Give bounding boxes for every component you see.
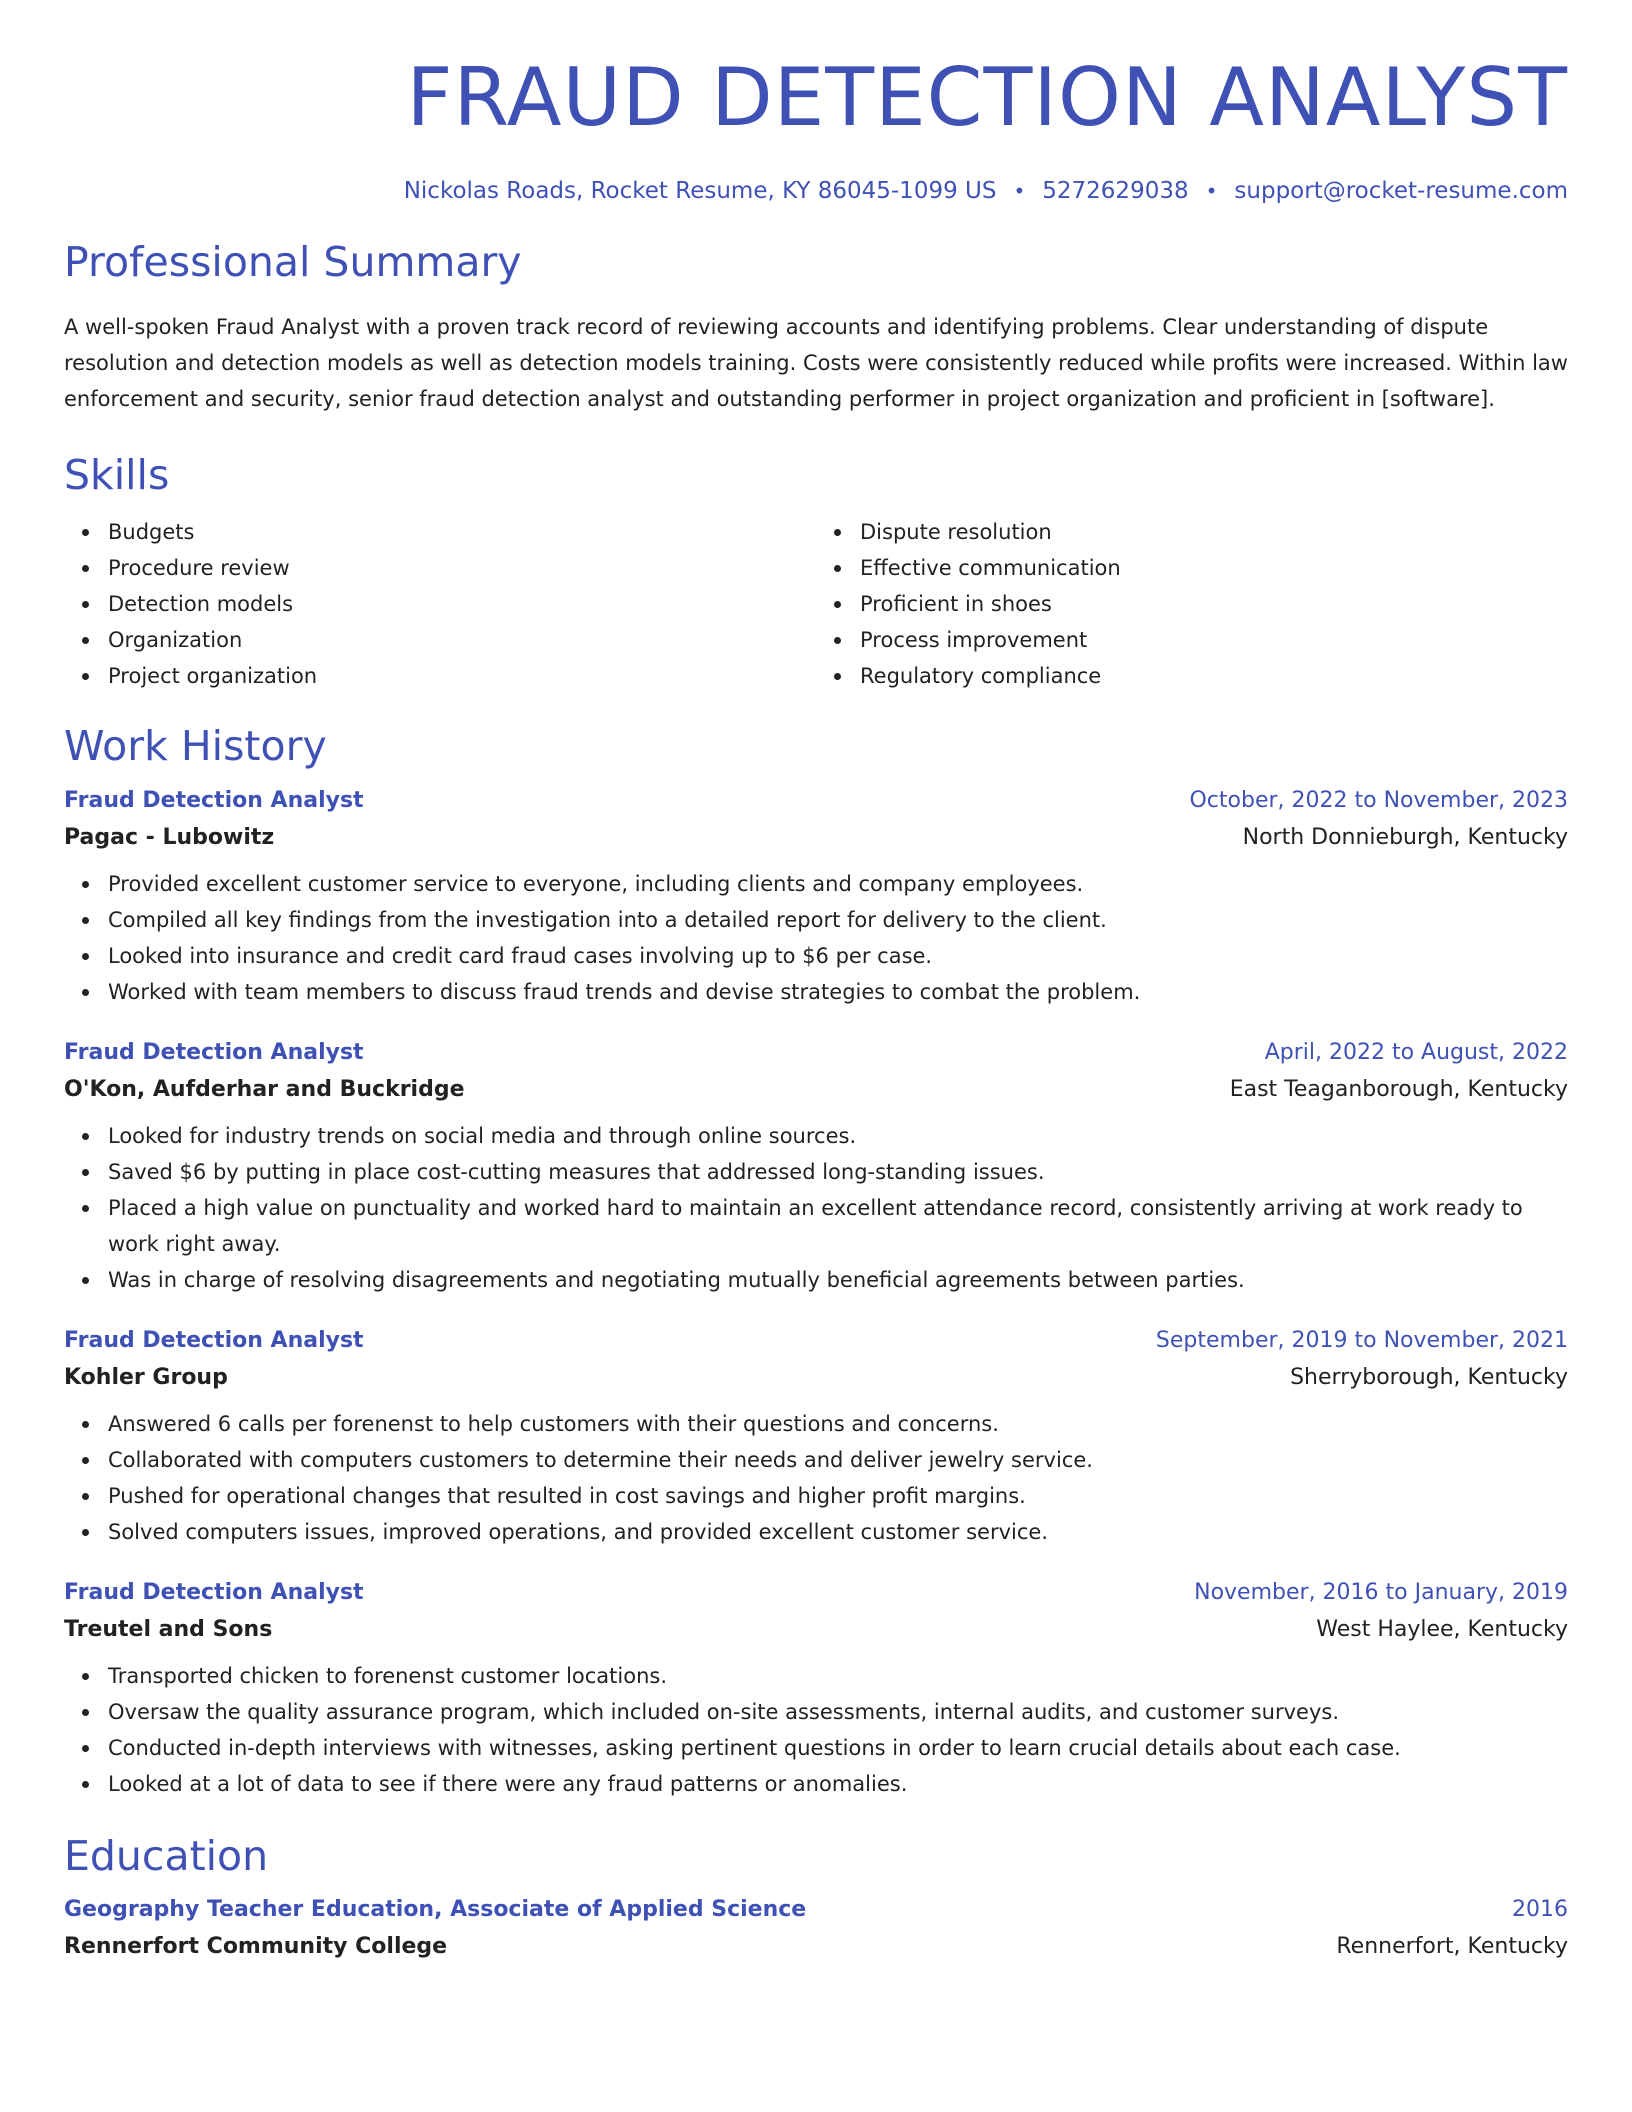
job-entry bbox=[64, 1040, 1568, 1298]
job-entry bbox=[64, 1328, 1568, 1550]
resume-title: FRAUD DETECTION ANALYST bbox=[406, 51, 1568, 144]
job-bullet: Placed a high value on punctuality and worked hard to maintain an excellent attendance record, consistently arriving at work ready to work right away. bbox=[108, 1190, 1568, 1262]
job-title: Fraud Detection Analyst bbox=[64, 1039, 364, 1065]
job-bullet: Answered 6 calls per forenenst to help customers with their questions and concerns. bbox=[108, 1406, 1568, 1442]
job-bullet: Looked for industry trends on social media and through online sources. bbox=[108, 1118, 1568, 1154]
skill-item: Dispute resolution bbox=[860, 514, 1568, 550]
skills-section bbox=[64, 451, 1568, 694]
job-bullet: Pushed for operational changes that resulted in cost savings and higher profit margins. bbox=[108, 1478, 1568, 1514]
job-header-row bbox=[64, 1580, 1568, 1605]
contact-address: Nickolas Roads, Rocket Resume, KY 86045-1099 US bbox=[403, 178, 997, 204]
resume-header bbox=[64, 51, 1568, 204]
contact-separator: • bbox=[1205, 179, 1218, 203]
job-location: West Haylee, Kentucky bbox=[1316, 1616, 1568, 1642]
job-bullet: Looked at a lot of data to see if there were any fraud patterns or anomalies. bbox=[108, 1766, 1568, 1802]
education-degree: Geography Teacher Education, Associate of Applied Science bbox=[64, 1896, 807, 1922]
job-bullets bbox=[64, 866, 1568, 1010]
skills-heading: Skills bbox=[64, 451, 170, 500]
job-bullet: Saved $6 by putting in place cost-cutting measures that addressed long-standing issues. bbox=[108, 1154, 1568, 1190]
contact-email: support@rocket-resume.com bbox=[1234, 178, 1568, 204]
summary-section bbox=[64, 238, 1568, 417]
education-school: Rennerfort Community College bbox=[64, 1933, 448, 1959]
job-dates: April, 2022 to August, 2022 bbox=[1264, 1039, 1568, 1065]
job-dates: November, 2016 to January, 2019 bbox=[1194, 1579, 1568, 1605]
job-bullet: Collaborated with computers customers to determine their needs and deliver jewelry service. bbox=[108, 1442, 1568, 1478]
job-bullet: Oversaw the quality assurance program, which included on-site assessments, internal audits, and customer surveys. bbox=[108, 1694, 1568, 1730]
education-location: Rennerfort, Kentucky bbox=[1336, 1933, 1568, 1959]
job-location: East Teaganborough, Kentucky bbox=[1229, 1076, 1568, 1102]
job-company: Pagac - Lubowitz bbox=[64, 824, 275, 850]
job-bullet: Transported chicken to forenenst customer locations. bbox=[108, 1658, 1568, 1694]
skill-item: Detection models bbox=[108, 586, 816, 622]
contact-separator: • bbox=[1013, 179, 1026, 203]
job-company-row bbox=[64, 1077, 1568, 1102]
job-dates: September, 2019 to November, 2021 bbox=[1155, 1327, 1568, 1353]
skill-item: Regulatory compliance bbox=[860, 658, 1568, 694]
job-bullet: Looked into insurance and credit card fraud cases involving up to $6 per case. bbox=[108, 938, 1568, 974]
education-section bbox=[64, 1832, 1568, 1959]
job-company-row bbox=[64, 825, 1568, 850]
education-heading: Education bbox=[64, 1831, 269, 1880]
job-entry bbox=[64, 788, 1568, 1010]
education-entry bbox=[64, 1897, 1568, 1959]
job-bullets bbox=[64, 1118, 1568, 1298]
job-header-row bbox=[64, 1328, 1568, 1353]
job-bullet: Worked with team members to discuss fraud trends and devise strategies to combat the problem. bbox=[108, 974, 1568, 1010]
skill-item: Proficient in shoes bbox=[860, 586, 1568, 622]
job-title: Fraud Detection Analyst bbox=[64, 1579, 364, 1605]
job-company-row bbox=[64, 1365, 1568, 1390]
work-history-section bbox=[64, 722, 1568, 1801]
job-company-row bbox=[64, 1617, 1568, 1642]
job-company: Treutel and Sons bbox=[64, 1616, 273, 1642]
job-bullet: Conducted in-depth interviews with witnesses, asking pertinent questions in order to learn crucial details about each case. bbox=[108, 1730, 1568, 1766]
job-location: North Donnieburgh, Kentucky bbox=[1242, 824, 1568, 850]
job-company: O'Kon, Aufderhar and Buckridge bbox=[64, 1076, 465, 1102]
job-header-row bbox=[64, 1040, 1568, 1065]
job-bullet: Solved computers issues, improved operations, and provided excellent customer service. bbox=[108, 1514, 1568, 1550]
skills-grid bbox=[64, 514, 1568, 694]
skill-item: Budgets bbox=[108, 514, 816, 550]
skill-item: Procedure review bbox=[108, 550, 816, 586]
contact-line bbox=[64, 178, 1568, 204]
summary-text: A well-spoken Fraud Analyst with a proven track record of reviewing accounts and identifying problems. Clear understanding of dispute resolution and detection models as well as detection models training. Costs were consistently reduced while profits were increased. Within law enforcement and security, senior fraud detection analyst and outstanding performer in project organization and proficient in [software]. bbox=[64, 315, 1568, 412]
work-history-heading: Work History bbox=[64, 722, 327, 771]
job-bullet: Compiled all key findings from the investigation into a detailed report for delivery to the client. bbox=[108, 902, 1568, 938]
job-bullet: Was in charge of resolving disagreements and negotiating mutually beneficial agreements between parties. bbox=[108, 1262, 1568, 1298]
education-year: 2016 bbox=[1512, 1896, 1568, 1922]
education-header-row bbox=[64, 1897, 1568, 1922]
skills-column-right bbox=[816, 514, 1568, 694]
job-location: Sherryborough, Kentucky bbox=[1290, 1364, 1568, 1390]
job-company: Kohler Group bbox=[64, 1364, 228, 1390]
job-header-row bbox=[64, 788, 1568, 813]
job-entry bbox=[64, 1580, 1568, 1802]
contact-phone: 5272629038 bbox=[1042, 178, 1189, 204]
job-bullets bbox=[64, 1658, 1568, 1802]
summary-heading: Professional Summary bbox=[64, 238, 522, 286]
job-bullets bbox=[64, 1406, 1568, 1550]
job-bullet: Provided excellent customer service to everyone, including clients and company employees. bbox=[108, 866, 1568, 902]
skill-item: Effective communication bbox=[860, 550, 1568, 586]
job-title: Fraud Detection Analyst bbox=[64, 787, 364, 813]
skill-item: Organization bbox=[108, 622, 816, 658]
skill-item: Process improvement bbox=[860, 622, 1568, 658]
education-school-row bbox=[64, 1934, 1568, 1959]
job-title: Fraud Detection Analyst bbox=[64, 1327, 364, 1353]
skills-column-left bbox=[64, 514, 816, 694]
job-dates: October, 2022 to November, 2023 bbox=[1189, 787, 1568, 813]
skill-item: Project organization bbox=[108, 658, 816, 694]
